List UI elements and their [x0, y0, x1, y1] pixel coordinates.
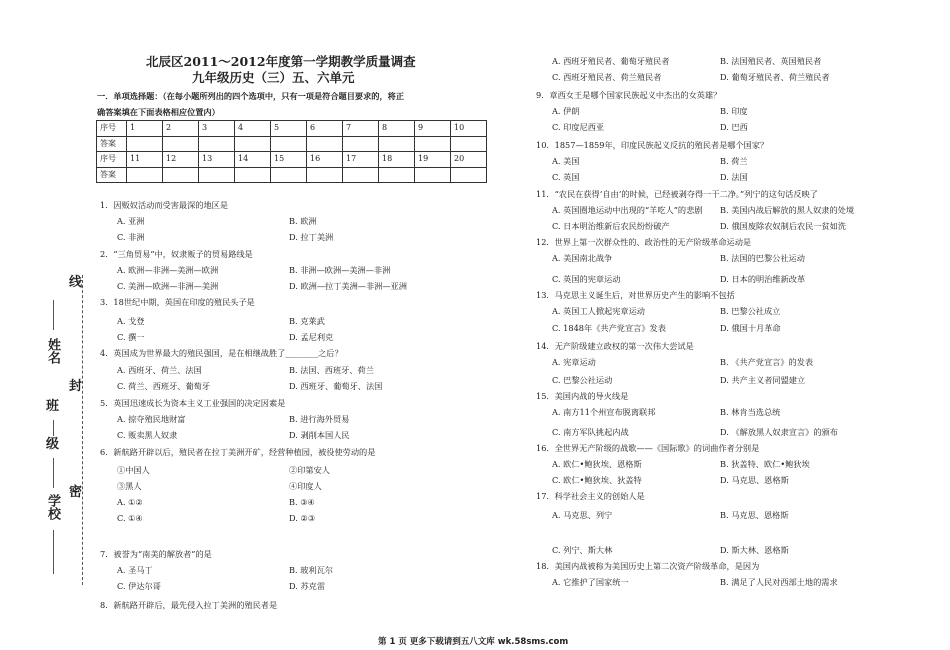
answer-option: D. 日本的明治维新改革 — [720, 274, 806, 284]
seal-label-feng: 封 — [69, 379, 83, 394]
answer-cell[interactable] — [199, 136, 235, 152]
question-text: 14．无产阶级建立政权的第一次伟大尝试是 — [536, 341, 694, 351]
answer-option: A. ①② — [117, 497, 143, 507]
answer-option: D. 孟尼利克 — [289, 332, 334, 342]
question-text: 10．1857—1859年，印度民族起义反抗的殖民者是哪个国家？ — [536, 140, 769, 150]
answer-option: ③黑人 — [117, 481, 142, 491]
question-text: 15．美国内战的导火线是 — [536, 391, 629, 401]
answer-option: A. 欧仁•鲍狄埃、恩格斯 — [552, 459, 642, 469]
answer-option: C. 贩卖黑人奴隶 — [117, 430, 178, 440]
page-title: 北辰区2011～2012年度第一学期教学质量调查 — [146, 54, 416, 69]
answer-option: A. 南方11个州宣布脱离联邦 — [552, 407, 656, 417]
question-text: 1．因贩奴活动而受害最深的地区是 — [100, 200, 229, 210]
answer-option: C. 非洲 — [117, 232, 145, 242]
table-cell: 17 — [343, 152, 379, 168]
table-cell: 14 — [235, 152, 271, 168]
class-label: 班 — [46, 399, 60, 414]
answer-option: A. 圣马丁 — [117, 565, 153, 575]
answer-option: D. 西班牙、葡萄牙、法国 — [289, 381, 383, 391]
answer-cell[interactable] — [307, 136, 343, 152]
answer-option: D. 葡萄牙殖民者、荷兰殖民者 — [720, 72, 830, 82]
answer-option: A. 西班牙、荷兰、法国 — [117, 365, 202, 375]
question-text: 18．美国内战被称为美国历史上第二次资产阶级革命，是因为 — [536, 561, 760, 571]
table-cell: 8 — [379, 121, 415, 137]
answer-option: D. 苏克雷 — [289, 581, 326, 591]
seal-label-xian: 线 — [69, 275, 83, 290]
answer-cell[interactable] — [163, 136, 199, 152]
answer-option: B. 巴黎公社成立 — [720, 306, 781, 316]
answer-option: A. 马克思、列宁 — [552, 510, 613, 520]
answer-option: B. 满足了人民对西部土地的需求 — [720, 577, 838, 587]
answer-cell[interactable] — [163, 167, 199, 183]
answer-option: B. 狄盖特、欧仁•鲍狄埃 — [720, 459, 810, 469]
answer-cell[interactable] — [415, 136, 451, 152]
table-cell: 序号 — [97, 121, 127, 137]
answer-option: C. 巴黎公社运动 — [552, 375, 613, 385]
answer-cell[interactable] — [379, 167, 415, 183]
table-cell: 10 — [451, 121, 487, 137]
answer-option: C. 1848年《共产党宣言》发表 — [552, 323, 666, 333]
table-cell: 3 — [199, 121, 235, 137]
answer-option: B. 法国、西班牙、荷兰 — [289, 365, 374, 375]
answer-option: B. 玻利瓦尔 — [289, 565, 333, 575]
answer-option: B. 法国殖民者、英国殖民者 — [720, 56, 822, 66]
school-label: 学校 — [45, 494, 60, 520]
question-text: 9．章西女王是哪个国家民族起义中杰出的女英雄？ — [536, 90, 722, 100]
answer-option: A. 伊朗 — [552, 106, 580, 116]
answer-option: ①中国人 — [117, 465, 150, 475]
question-text: 16．全世界无产阶级的战歌——《国际歌》的词曲作者分别是 — [536, 443, 760, 453]
table-cell: 答案 — [97, 136, 127, 152]
seal-label-mi: 密 — [69, 485, 83, 500]
answer-option: A. 宪章运动 — [552, 357, 596, 367]
answer-option: A. 欧洲—非洲—美洲—欧洲 — [117, 265, 219, 275]
answer-option: B. 《共产党宣言》的发表 — [720, 357, 814, 367]
answer-option: C. 撰一 — [117, 332, 145, 342]
answer-option: C. 列宁、斯大林 — [552, 545, 613, 555]
name-blank[interactable] — [53, 300, 54, 330]
answer-option: A. 美国 — [552, 156, 580, 166]
answer-option: D. 法国 — [720, 172, 748, 182]
question-text: 13．马克思主义诞生后，对世界历史产生的影响不包括 — [536, 290, 735, 300]
answer-option: A. 亚洲 — [117, 216, 145, 226]
answer-option: C. 美洲—欧洲—非洲—美洲 — [117, 281, 219, 291]
answer-option: D. 欧洲—拉丁美洲—非洲—亚洲 — [289, 281, 407, 291]
level-blank[interactable] — [53, 458, 54, 488]
answer-cell[interactable] — [235, 136, 271, 152]
answer-cell[interactable] — [271, 136, 307, 152]
answer-cell[interactable] — [451, 136, 487, 152]
answer-cell[interactable] — [343, 136, 379, 152]
answer-option: D. 斯大林、恩格斯 — [720, 545, 789, 555]
answer-option: ②印第安人 — [289, 465, 330, 475]
table-cell: 12 — [163, 152, 199, 168]
question-text: 8．新航路开辟后，最先侵入拉丁美洲的殖民者是 — [100, 600, 278, 610]
table-cell: 16 — [307, 152, 343, 168]
class-blank[interactable] — [53, 420, 54, 436]
answer-option: C. 英国 — [552, 172, 580, 182]
table-cell: 13 — [199, 152, 235, 168]
answer-cell[interactable] — [415, 167, 451, 183]
table-cell: 11 — [127, 152, 163, 168]
answer-option: D. ②③ — [289, 513, 316, 523]
answer-option: C. 英国的宪章运动 — [552, 274, 621, 284]
answer-cell[interactable] — [343, 167, 379, 183]
answer-option: A. 英国圈地运动中出现的“羊吃人”的悲剧 — [552, 205, 703, 215]
answer-table — [96, 120, 487, 183]
answer-option: D. 俄国十月革命 — [720, 323, 781, 333]
answer-option: A. 美国南北战争 — [552, 253, 613, 263]
question-text: 6．新航路开辟以后，殖民者在拉丁美洲开矿，经营种植园，被役使劳动的是 — [100, 447, 376, 457]
table-row — [97, 152, 487, 168]
answer-option: A. 掠夺殖民地财富 — [117, 414, 186, 424]
table-cell: 2 — [163, 121, 199, 137]
answer-option: D. 剥削本国人民 — [289, 430, 350, 440]
answer-option: B. 印度 — [720, 106, 748, 116]
answer-cell[interactable] — [235, 167, 271, 183]
table-row — [97, 167, 487, 183]
answer-option: B. 欧洲 — [289, 216, 317, 226]
answer-option: C. 西班牙殖民者、荷兰殖民者 — [552, 72, 662, 82]
name-label: 姓名 — [45, 338, 60, 364]
answer-option: A. 它推护了国家统一 — [552, 577, 629, 587]
table-cell: 19 — [415, 152, 451, 168]
answer-option: B. 进行海外贸易 — [289, 414, 350, 424]
answer-option: B. 非洲—欧洲—美洲—非洲 — [289, 265, 391, 275]
answer-option: C. 印度尼西亚 — [552, 122, 605, 132]
table-cell: 9 — [415, 121, 451, 137]
table-row — [97, 136, 487, 152]
page-footer: 第 1 页 更多下载请到五八文库 wk.58sms.com — [378, 637, 569, 647]
answer-cell[interactable] — [199, 167, 235, 183]
answer-option: B. 林肯当选总统 — [720, 407, 781, 417]
answer-option: B. 荷兰 — [720, 156, 748, 166]
answer-cell[interactable] — [127, 136, 163, 152]
question-text: 5．英国迅速成长为资本主义工业强国的决定因素是 — [100, 398, 286, 408]
answer-option: B. 法国的巴黎公社运动 — [720, 253, 805, 263]
school-blank[interactable] — [53, 530, 54, 574]
answer-cell[interactable] — [379, 136, 415, 152]
answer-option: A. 英国工人掀起宪章运动 — [552, 306, 645, 316]
question-text: 4．英国成为世界最大的殖民强国，是在相继战胜了________之后？ — [100, 348, 343, 358]
answer-option: B. 美国内战后解放的黑人奴隶的处境 — [720, 205, 855, 215]
section-heading: 一．单项选择题：（在每小题所列出的四个选项中，只有一项是符合题目要求的，将正 — [97, 91, 405, 101]
answer-option: C. 日本明治维新后农民纷纷破产 — [552, 221, 670, 231]
answer-option: D. 俄国废除农奴制后农民一贫如洗 — [720, 221, 847, 231]
section-heading-cont: 确答案填在下面表格相应位置内） — [97, 107, 220, 117]
answer-option: C. ①④ — [117, 513, 143, 523]
table-cell: 20 — [451, 152, 487, 168]
table-cell: 15 — [271, 152, 307, 168]
answer-cell[interactable] — [307, 167, 343, 183]
table-cell: 4 — [235, 121, 271, 137]
answer-option: D. 马克思、恩格斯 — [720, 475, 789, 485]
answer-cell[interactable] — [451, 167, 487, 183]
answer-option: D. 《解放黑人奴隶宣言》的颁布 — [720, 427, 838, 437]
answer-option: C. 欧仁•鲍狄埃、狄盖特 — [552, 475, 642, 485]
question-text: 11．“农民在获得‘自由’的时候，已经被剥夺得一干二净。”列宁的这句话反映了 — [536, 189, 818, 199]
answer-option: C. 伊达尔哥 — [117, 581, 161, 591]
answer-option: C. 南方军队挑起内战 — [552, 427, 629, 437]
question-text: 7．被誉为“南美的解放者”的是 — [100, 549, 212, 559]
answer-option: C. 荷兰、西班牙、葡萄牙 — [117, 381, 211, 391]
answer-option: ④印度人 — [289, 481, 322, 491]
answer-option: D. 共产主义者同盟建立 — [720, 375, 806, 385]
answer-cell[interactable] — [271, 167, 307, 183]
question-text: 3．18世纪中期，英国在印度的殖民头子是 — [100, 297, 255, 307]
table-cell: 序号 — [97, 152, 127, 168]
table-cell: 18 — [379, 152, 415, 168]
page-subtitle: 九年级历史（三）五、六单元 — [192, 70, 355, 85]
question-text: 12．世界上第一次群众性的、政治性的无产阶级革命运动是 — [536, 237, 752, 247]
table-cell: 7 — [343, 121, 379, 137]
answer-option: D. 巴西 — [720, 122, 748, 132]
answer-option: B. 马克思、恩格斯 — [720, 510, 789, 520]
table-cell: 5 — [271, 121, 307, 137]
table-cell: 1 — [127, 121, 163, 137]
seal-line — [82, 275, 83, 585]
table-row — [97, 121, 487, 137]
answer-cell[interactable] — [127, 167, 163, 183]
answer-option: D. 拉丁美洲 — [289, 232, 334, 242]
answer-option: B. ③④ — [289, 497, 315, 507]
answer-option: B. 克莱武 — [289, 316, 325, 326]
question-text: 17．科学社会主义的创始人是 — [536, 491, 645, 501]
level-label: 级 — [46, 437, 60, 452]
answer-option: A. 戈登 — [117, 316, 145, 326]
answer-option: A. 西班牙殖民者、葡萄牙殖民者 — [552, 56, 670, 66]
question-text: 2．“三角贸易”中，奴隶贩子的贸易路线是 — [100, 249, 253, 259]
table-cell: 6 — [307, 121, 343, 137]
table-cell: 答案 — [97, 167, 127, 183]
